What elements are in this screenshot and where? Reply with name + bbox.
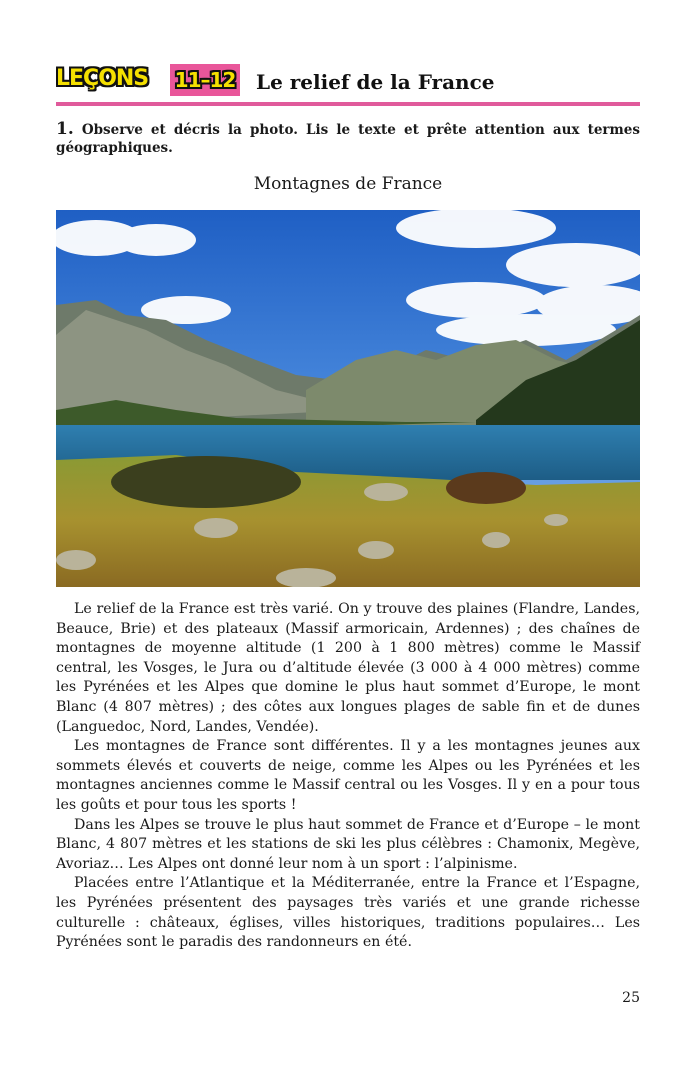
lessons-label: LEÇONS bbox=[56, 66, 149, 91]
header-divider bbox=[56, 102, 640, 106]
paragraph: Dans les Alpes se trouve le plus haut sommet de France et d’Europe – le mont Blanc, 4 807 mètres et les stations de ski les plus célèbres : Chamonix, Megève, Avoriaz… Les Alpes ont donné leur nom à un sport : l’alpinisme. bbox=[56, 816, 640, 872]
mountain-lake-photo bbox=[56, 210, 640, 587]
lesson-header bbox=[56, 64, 640, 106]
paragraph: Le relief de la France est très varié. On y trouve des plaines (Flandre, Landes, Beauce, Brie) et des plateaux (Massif armoricain, Ardennes) ; des chaînes de montagnes de moyenne altitude (1 200 à 1 800 mètres) comme le Massif central, les Vosges, le Jura ou d’altitude élevée (3 000 à 4 000 mètres) comme les Pyrénées et les Alpes que domine le plus haut sommet d’Europe, le mont Blanc (4 807 mètres) ; des côtes aux longues plages de sable fin et de dunes (Languedoc, Nord, Landes, Vendée). bbox=[56, 601, 640, 735]
lessons-number-badge: 11–12 bbox=[170, 64, 240, 96]
section-title: Montagnes de France bbox=[253, 174, 443, 194]
page-title: Le relief de la France bbox=[256, 70, 495, 94]
body-text bbox=[56, 600, 640, 953]
exercise-instruction bbox=[56, 120, 640, 157]
page-number: 25 bbox=[622, 990, 640, 1006]
exercise-number: 1. bbox=[56, 119, 74, 139]
paragraph: Placées entre l’Atlantique et la Méditerranée, entre la France et l’Espagne, les Pyrénées présentent des paysages très variés et une grande richesse culturelle : châteaux, églises, villes historiques, traditions populaires… Les Pyrénées sont le paradis des randonneurs en été. bbox=[56, 875, 640, 951]
exercise-text: Observe et décris la photo. Lis le texte et prête attention aux termes géographiques. bbox=[56, 122, 640, 156]
paragraph: Les montagnes de France sont différentes. Il y a les montagnes jeunes aux sommets élevés et couverts de neige, comme les Alpes ou les Pyrénées et les montagnes anciennes comme le Massif central ou les Vosges. Il y en a pour tous les goûts et pour tous les sports ! bbox=[56, 738, 640, 813]
